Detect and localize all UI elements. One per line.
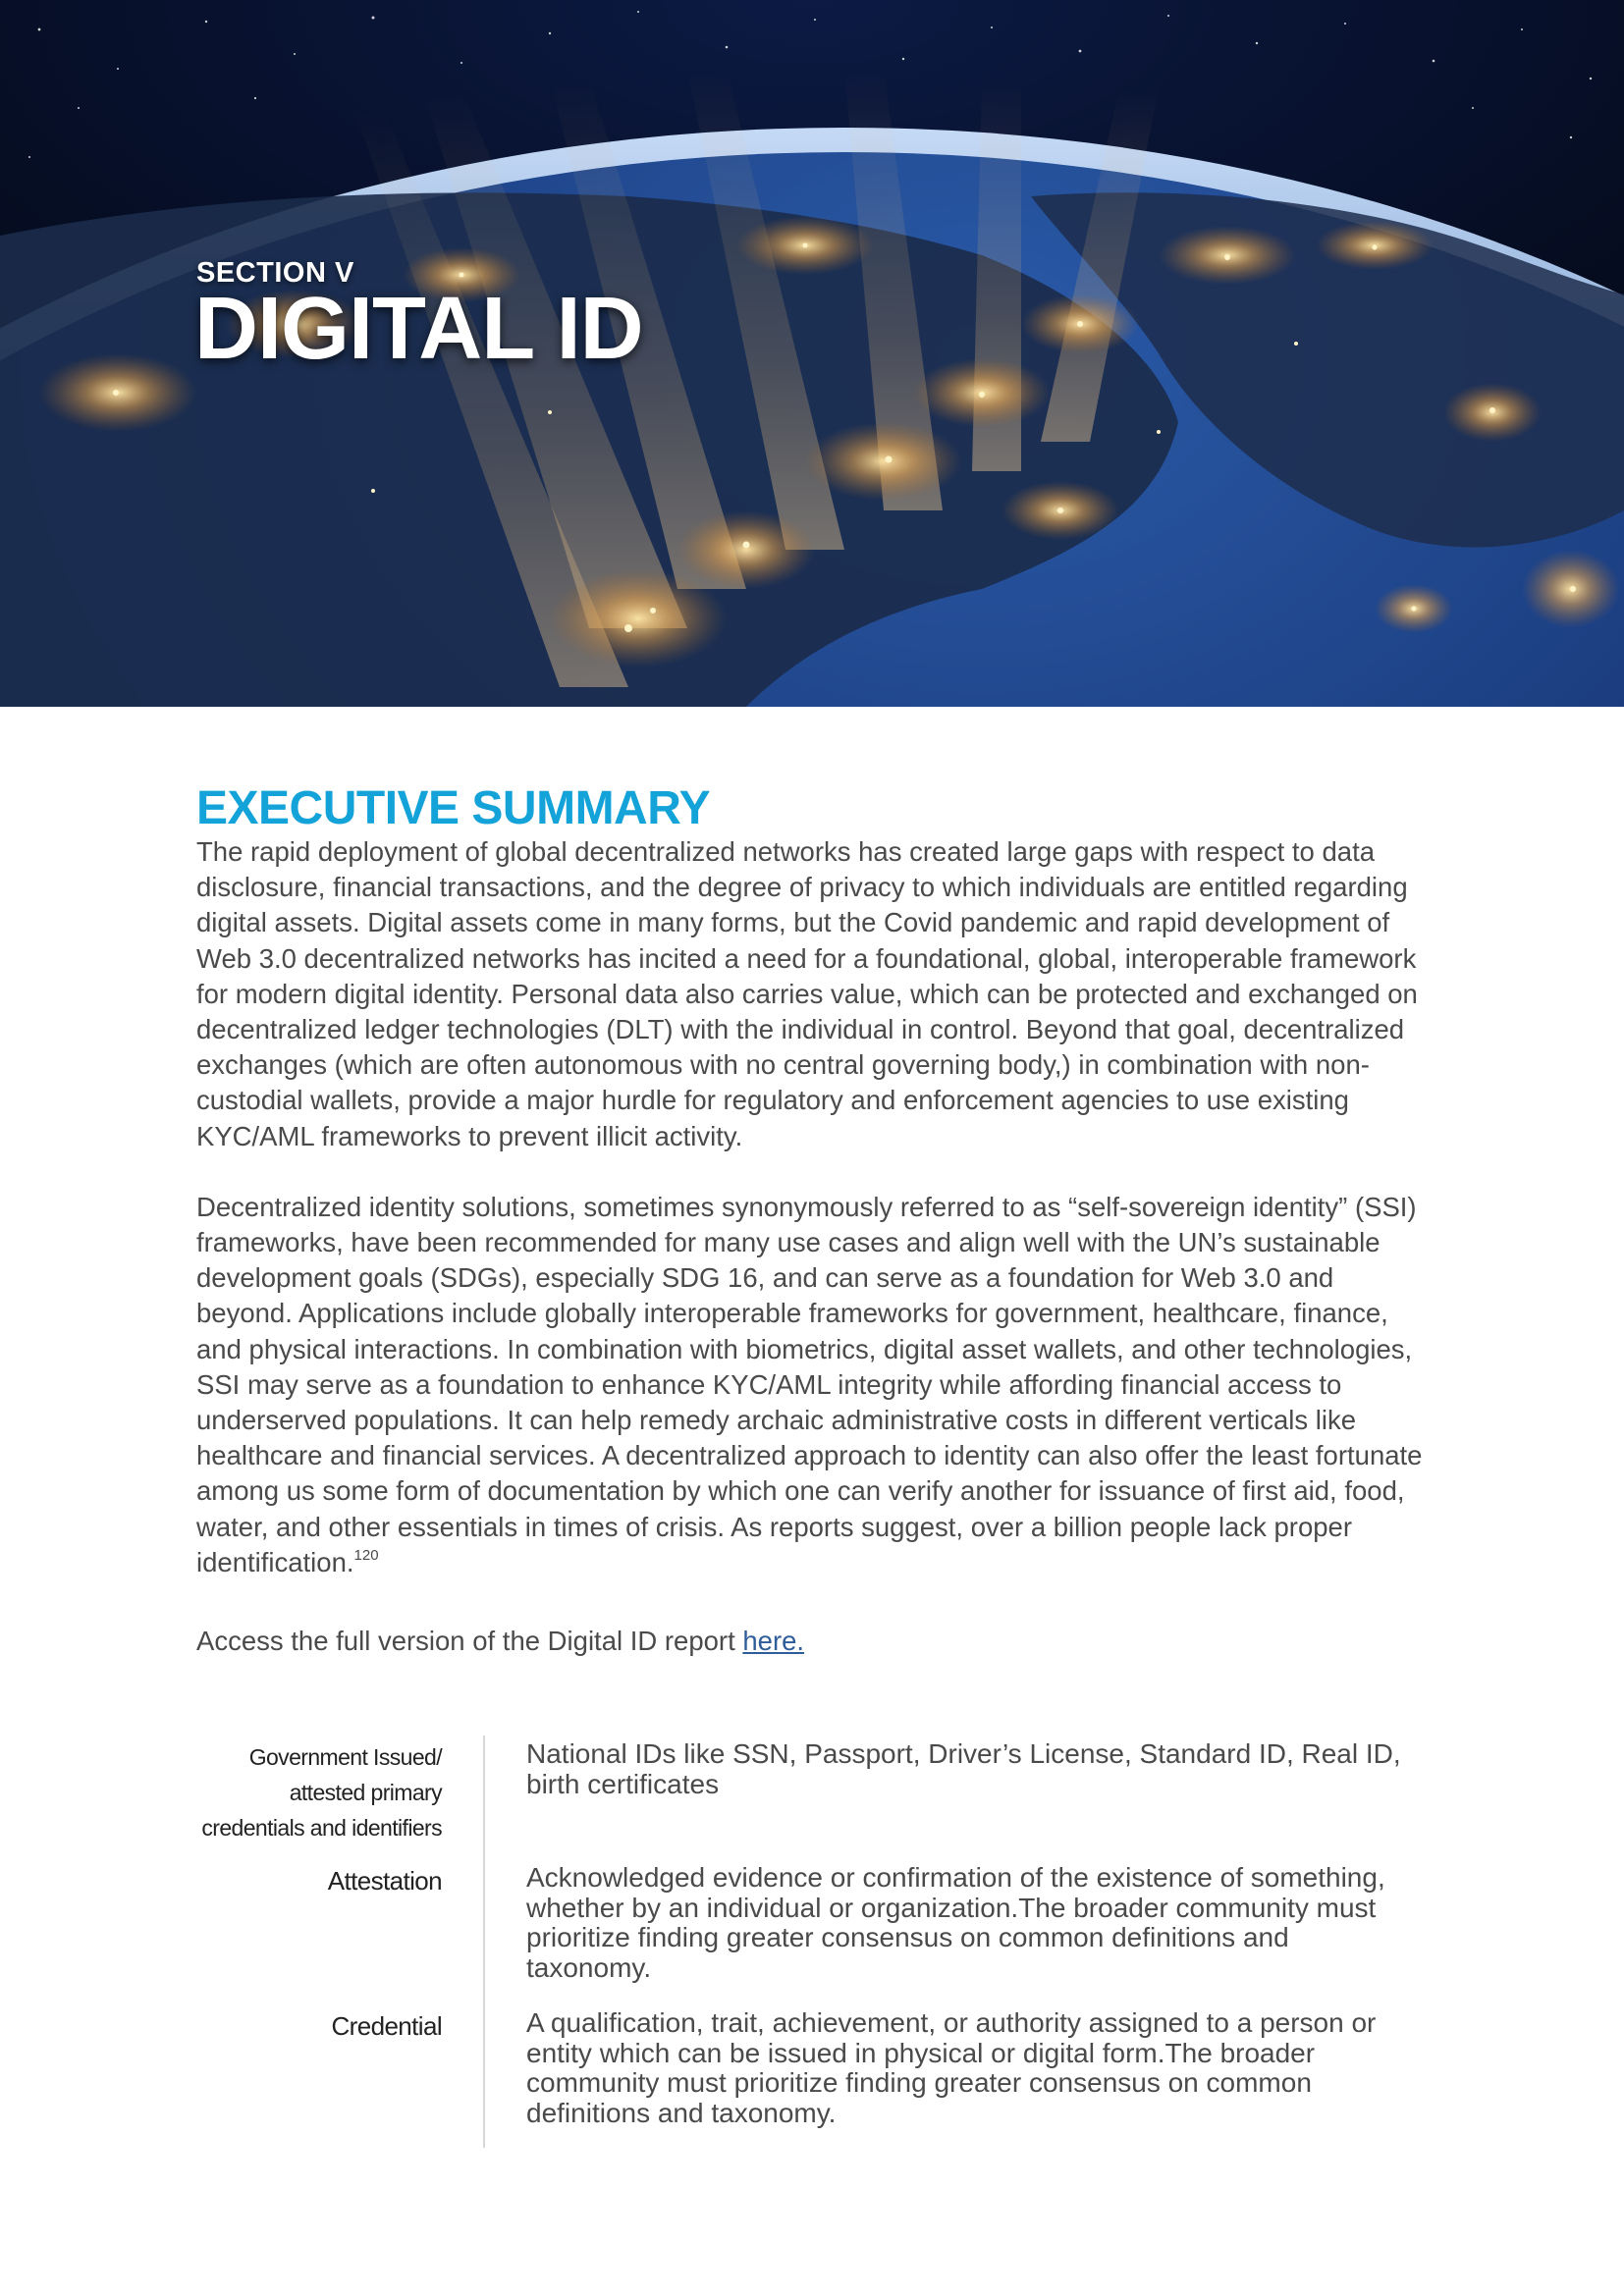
definition-description: National IDs like SSN, Passport, Driver’s License, Standard ID, Real ID, birth certificates xyxy=(526,1738,1401,1799)
report-link[interactable]: here. xyxy=(742,1626,805,1657)
section-label: SECTION V xyxy=(196,257,354,289)
definition-description: Acknowledged evidence or confirmation of the existence of something, whether by an individual or organization.The broader community must prioritize finding greater consensus on common definitions and taxonomy. xyxy=(526,1862,1385,1983)
access-report-text: Access the full version of the Digital ID report xyxy=(196,1626,743,1657)
definitions-divider xyxy=(483,1735,485,2148)
definition-term-line: Credential xyxy=(331,2011,442,2041)
hero-banner xyxy=(0,0,1624,707)
definition-term xyxy=(201,1739,442,1845)
summary-paragraph-2 xyxy=(196,1190,1434,1580)
summary-paragraph-1: The rapid deployment of global decentralized networks has created large gaps with respect to data disclosure, financial transactions, and the degree of privacy to which individuals are entitled regarding digital assets. Digital assets come in many forms, but the Covid pandemic and rapid development of Web 3.0 decentralized networks has incited a need for a foundational, global, interoperable framework for modern digital identity. Personal data also carries value, which can be protected and exchanged on decentralized ledger technologies (DLT) with the individual in control. Beyond that goal, decentralized exchanges (which are often autonomous with no central governing body,) in combination with non-custodial wallets, provide a major hurdle for regulatory and enforcement agencies to use existing KYC/AML frameworks to prevent illicit activity. xyxy=(196,836,1418,1151)
definition-term-line: Government Issued/ xyxy=(248,1744,442,1770)
definition-term-line: Attestation xyxy=(327,1866,442,1896)
page-title: DIGITAL ID xyxy=(194,280,643,378)
summary-paragraph-2-text: Decentralized identity solutions, sometimes synonymously referred to as “self-sovereign identity” (SSI) frameworks, have been recommended for many use cases and align well with the UN’s sustainable development goals (SDGs), especially SDG 16, and can serve as a foundation for Web 3.0 and beyond. Applications include globally interoperable frameworks for government, healthcare, finance, and physical interactions. In combination with biometrics, digital asset wallets, and other technologies, SSI may serve as a foundation to enhance KYC/AML integrity while affording financial access to underserved populations. It can help remedy archaic administrative costs in different verticals like healthcare and financial services. A decentralized approach to identity can also offer the least fortunate among us some form of documentation by which one can verify another for issuance of first aid, food, water, and other essentials in times of crisis. As reports suggest, over a billion people lack proper identification. xyxy=(196,1191,1423,1577)
definition-term-line: attested primary xyxy=(289,1780,442,1805)
section-heading: EXECUTIVE SUMMARY xyxy=(196,782,711,834)
access-report-line xyxy=(196,1624,1434,1659)
definition-term xyxy=(331,2008,442,2044)
footnote-marker[interactable]: 120 xyxy=(353,1546,379,1564)
definition-description: A qualification, trait, achievement, or authority assigned to a person or entity which can be issued in physical or digital form.The broader community must prioritize finding greater consensus on common definitions and taxonomy. xyxy=(526,2007,1377,2128)
definition-term xyxy=(328,1863,442,1898)
definition-term-line: credentials and identifiers xyxy=(201,1815,442,1841)
executive-summary xyxy=(196,783,1434,1659)
